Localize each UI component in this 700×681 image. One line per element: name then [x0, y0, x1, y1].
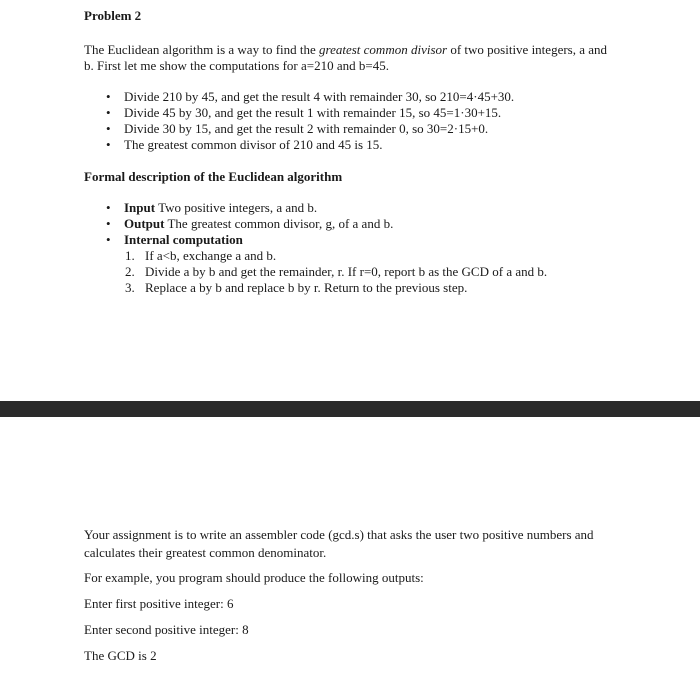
output-line-1: Enter first positive integer: 6	[84, 596, 234, 611]
intro-text-part1: The Euclidean algorithm is a way to find the	[84, 42, 320, 57]
list-item	[106, 105, 514, 121]
example-steps-list	[106, 89, 515, 153]
bullet-icon: •	[106, 121, 111, 136]
internal-label: Internal computation	[124, 232, 243, 247]
intro-emphasis: greatest common divisor	[319, 42, 448, 57]
list-item-output	[106, 216, 394, 232]
step-number: 2.	[125, 264, 135, 279]
bullet-icon: •	[106, 232, 111, 247]
example-intro: For example, you program should produce the following outputs:	[84, 570, 424, 585]
input-text: Two positive integers, a and b.	[155, 200, 318, 215]
list-item	[125, 264, 548, 280]
list-item-input	[106, 200, 393, 216]
output-label: Output	[124, 216, 165, 231]
bullet-icon: •	[106, 216, 111, 231]
section-divider	[0, 401, 700, 417]
internal-steps-list	[125, 248, 548, 296]
step-text: Replace a by b and replace b by r. Return to the previous step.	[145, 280, 468, 295]
intro-text-part2: of two positive integers, a and b. First let me show the computations for a=210 and b=45.	[84, 42, 608, 73]
list-item	[125, 248, 547, 264]
example-step-text: The greatest common divisor of 210 and 45 is 15.	[124, 137, 383, 152]
bullet-icon: •	[106, 105, 111, 120]
list-item	[106, 121, 514, 137]
list-item	[106, 137, 514, 153]
bullet-icon: •	[106, 89, 111, 104]
formal-heading: Formal description of the Euclidean algorithm	[84, 169, 343, 184]
output-line-2: Enter second positive integer: 8	[84, 622, 249, 637]
step-number: 1.	[125, 248, 135, 263]
step-number: 3.	[125, 280, 135, 295]
formal-description-list	[106, 200, 394, 248]
example-step-text: Divide 30 by 15, and get the result 2 with remainder 0, so 30=2·15+0.	[124, 121, 489, 136]
output-line-3: The GCD is 2	[84, 648, 157, 663]
step-text: If a<b, exchange a and b.	[145, 248, 277, 263]
problem-title: Problem 2	[84, 8, 142, 23]
bullet-icon: •	[106, 137, 111, 152]
output-text: The greatest common divisor, g, of a and b.	[164, 216, 394, 231]
bullet-icon: •	[106, 200, 111, 215]
input-label: Input	[124, 200, 156, 215]
intro-paragraph	[84, 42, 619, 74]
example-step-text: Divide 210 by 45, and get the result 4 with remainder 30, so 210=4·45+30.	[124, 89, 515, 104]
step-text: Divide a by b and get the remainder, r. If r=0, report b as the GCD of a and b.	[145, 264, 548, 279]
assignment-paragraph: Your assignment is to write an assembler code (gcd.s) that asks the user two positive numbers and calculates their greatest common denominator.	[84, 527, 594, 560]
list-item-internal	[106, 232, 393, 248]
list-item	[125, 280, 547, 296]
example-step-text: Divide 45 by 30, and get the result 1 with remainder 15, so 45=1·30+15.	[124, 105, 502, 120]
list-item	[106, 89, 515, 105]
